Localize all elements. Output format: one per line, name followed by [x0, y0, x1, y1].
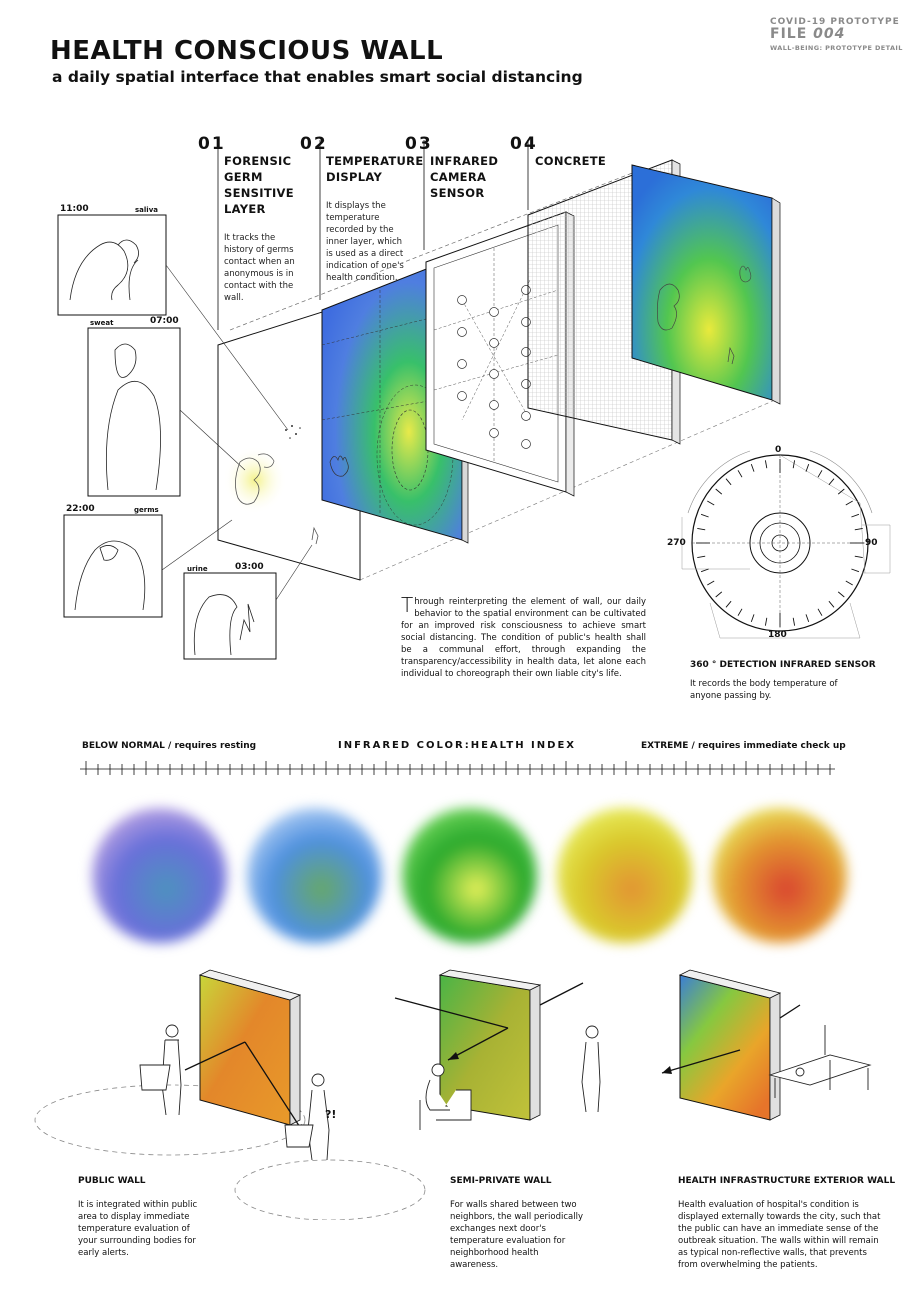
- sensor-tick: [846, 581, 853, 585]
- sensor-tick: [697, 556, 705, 557]
- blob-halftone: [247, 808, 382, 943]
- sensor-tick: [855, 556, 863, 557]
- sensor-tick: [765, 618, 766, 626]
- vignette-2-tag: sweat: [90, 319, 114, 327]
- alert-mark: ?!: [325, 1108, 337, 1121]
- file-number: 004: [813, 26, 846, 43]
- sensor-desc: It records the body temperature of anyone passing by.: [690, 679, 838, 701]
- sensor-tick: [855, 528, 863, 529]
- vignette-1-tag: saliva: [135, 206, 158, 214]
- vignette-4-time: 03:00: [235, 562, 264, 572]
- sensor-deg-90: 90: [865, 538, 878, 548]
- hospital-wall-desc: Health evaluation of hospital's condition is displayed externally towards the city, such that the public can have an immediate sense of the outbreak situation. The walls within will remain as typical non-reflective walls, that prevents from overwhelming the patients.: [678, 1200, 881, 1270]
- detection-sensor-dial: [682, 451, 890, 638]
- blob-halftone: [557, 808, 692, 943]
- vignette-4-tag: urine: [187, 565, 208, 573]
- public-wall-desc: It is integrated within public area to display immediate temperature evaluation of your surrounding bodies for early alerts.: [78, 1200, 198, 1258]
- sensor-tick: [701, 514, 709, 517]
- sensor-tick: [726, 479, 731, 485]
- health-color-blob-extreme: [712, 808, 847, 943]
- sensor-tick: [818, 470, 822, 477]
- sensor-tick: [851, 569, 859, 572]
- layer-2-desc: It displays the temperature recorded by the inner layer, which is used as a direct indication of one's health condition.: [326, 201, 404, 283]
- vignette-2-time: 07:00: [150, 316, 179, 326]
- sensor-tick: [697, 528, 705, 529]
- public-zone-2: [235, 1160, 425, 1220]
- file-line1: COVID-19 PROTOTYPE: [770, 17, 900, 27]
- health-color-blob-below-normal: [92, 808, 227, 943]
- sensor-tick: [738, 609, 742, 616]
- semi-private-wall-desc: For walls shared between two neighbors, the wall periodically exchanges next door's temperature evaluation for neighborhood health awareness.: [450, 1200, 583, 1270]
- hospital-wall-side: [770, 993, 780, 1120]
- hospital-wall-title: HEALTH INFRASTRUCTURE EXTERIOR WALL: [678, 1176, 896, 1186]
- scale-right-label: EXTREME / requires immediate check up: [641, 741, 846, 751]
- blob-halftone: [92, 808, 227, 943]
- concept-paragraph: [401, 593, 646, 680]
- sensor-tick: [793, 460, 794, 468]
- sensor-tick: [838, 489, 844, 494]
- layer-3-number: 03: [405, 134, 433, 154]
- sensor-tick: [765, 460, 766, 468]
- scale-ruler: [80, 760, 840, 778]
- vignette-3-tag: germs: [134, 506, 159, 514]
- blob-halftone: [712, 808, 847, 943]
- sensor-deg-270: 270: [667, 538, 686, 548]
- sensor-tick: [716, 592, 722, 597]
- layer-1-number: 01: [198, 134, 226, 154]
- sensor-tick: [806, 464, 809, 472]
- health-color-blob-normal: [402, 808, 537, 943]
- semi-wall-side: [530, 985, 540, 1120]
- sensor-deg-180: 180: [768, 630, 787, 640]
- layer-4-name: CONCRETE: [535, 154, 607, 168]
- sensor-tick: [726, 601, 731, 607]
- vignette-1-time: 11:00: [60, 204, 89, 214]
- sensor-tick: [838, 592, 844, 597]
- concept-dropcap: T: [401, 593, 414, 617]
- sensor-tick: [707, 581, 714, 585]
- scale-title: INFRARED COLOR:HEALTH INDEX: [338, 740, 576, 751]
- layer-2-number: 02: [300, 134, 328, 154]
- health-color-blob-cool: [247, 808, 382, 943]
- sensor-tick: [806, 614, 809, 622]
- page-title: HEALTH CONSCIOUS WALL: [50, 36, 444, 66]
- layer-1-desc: It tracks the history of germs contact when an anonymous is in contact with the wall.: [224, 233, 295, 303]
- ruler-ticks: [86, 761, 830, 775]
- hospital-wall-face: [680, 975, 770, 1120]
- concept-text: hrough reinterpreting the element of wall, our daily behavior to the spatial environment can be cultivated for an improved risk consciousness to achieve smart social distancing. The condition of public's health shall be a communal effort, through expanding the transparency/accessibility in health data, let alone each individual to choreograph their own liable city's life.: [401, 597, 646, 679]
- public-wall-face: [200, 975, 290, 1125]
- sensor-tick: [851, 514, 859, 517]
- file-line3: WALL-BEING: PROTOTYPE DETAIL: [770, 44, 903, 53]
- sensor-tick: [793, 618, 794, 626]
- sensor-tick: [738, 470, 742, 477]
- vignette-germs: [64, 515, 162, 617]
- sensor-tick: [829, 479, 834, 485]
- file-label: FILE: [770, 26, 808, 43]
- public-wall-side: [290, 995, 300, 1125]
- vignette-3-time: 22:00: [66, 504, 95, 514]
- semi-private-wall-title: SEMI-PRIVATE WALL: [450, 1176, 552, 1186]
- layer-1-name: FORENSIC GERM SENSITIVE LAYER: [224, 154, 294, 216]
- public-wall-title: PUBLIC WALL: [78, 1176, 146, 1186]
- scale-left-label: BELOW NORMAL / requires resting: [82, 741, 257, 751]
- sensor-tick: [818, 609, 822, 616]
- sensor-tick: [846, 501, 853, 505]
- sensor-tick: [751, 614, 754, 622]
- sensor-tick: [707, 501, 714, 505]
- sensor-tick: [716, 489, 722, 494]
- sensor-deg-0: 0: [775, 445, 782, 455]
- sensor-title: 360 ° DETECTION INFRARED SENSOR: [690, 660, 876, 670]
- hospital-bed: [770, 1025, 870, 1098]
- health-color-blob-elevated: [557, 808, 692, 943]
- layer-2-name: TEMPERATURE DISPLAY: [326, 154, 424, 184]
- sensor-tick: [701, 569, 709, 572]
- sensor-tick: [829, 601, 834, 607]
- sensor-tick: [751, 464, 754, 472]
- vignette-sweat: [88, 328, 180, 496]
- page-subtitle: a daily spatial interface that enables smart social distancing: [52, 68, 583, 86]
- blob-halftone: [402, 808, 537, 943]
- layer-3-name: INFRARED CAMERA SENSOR: [430, 154, 499, 200]
- layer-4-number: 04: [510, 134, 538, 154]
